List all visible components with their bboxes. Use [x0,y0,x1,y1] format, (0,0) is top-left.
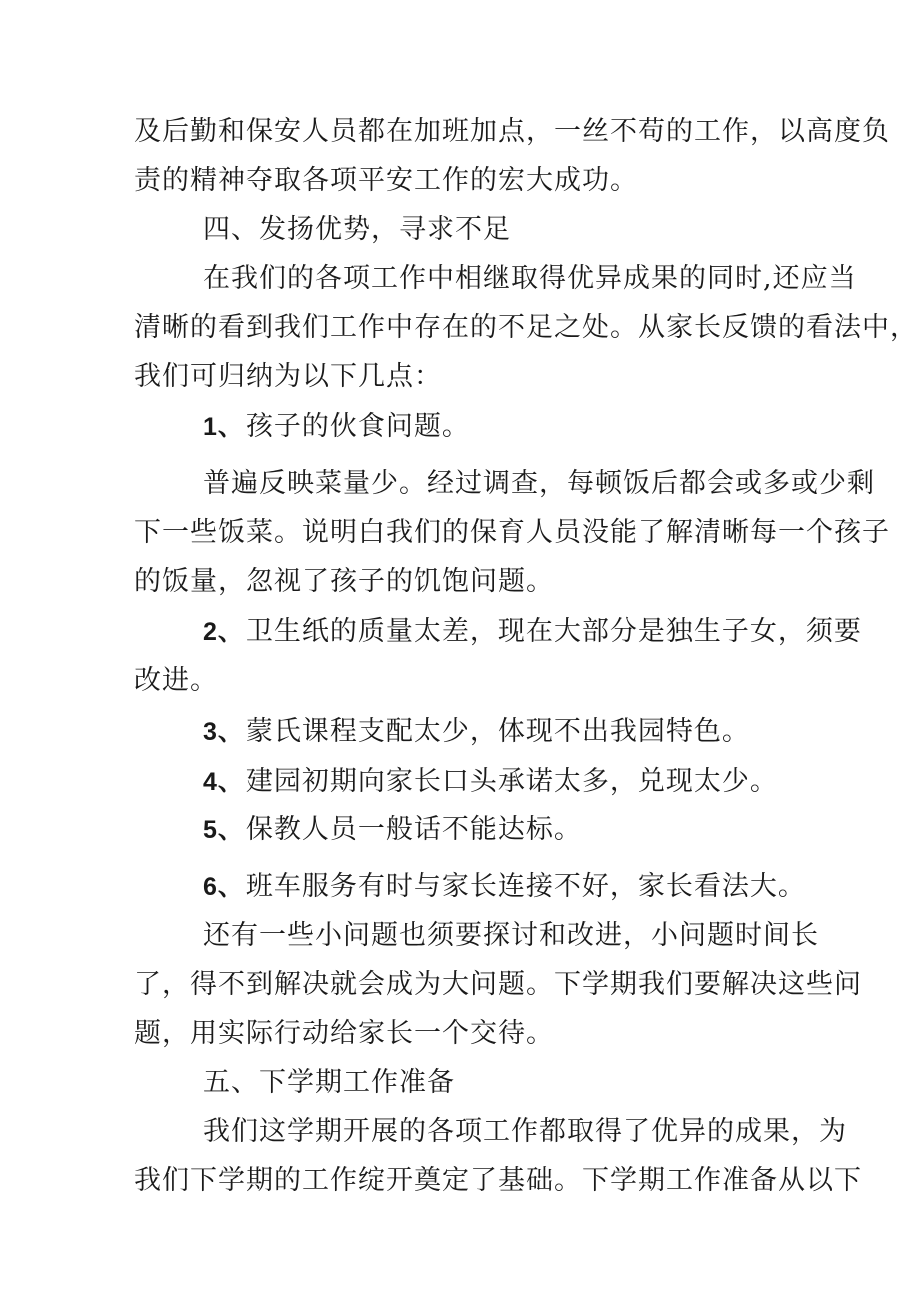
list-item-text: 蒙氏课程支配太少，体现不出我园特色。 [245,716,750,747]
list-number: 1、 [203,413,244,441]
list-number: 5、 [203,816,244,844]
list-item-text: 卫生纸的质量太差，现在大部分是独生子女，须要 [245,616,862,647]
list-number: 6、 [203,873,244,901]
paragraph-line: 我们这学期开展的各项工作都取得了优异的成果，为 [203,1116,847,1147]
list-item-text: 孩子的伙食问题。 [245,411,470,442]
paragraph-line: 责的精神夺取各项平安工作的宏大成功。 [134,165,638,196]
list-item-5 [203,812,582,848]
list-item-text: 建园初期向家长口头承诺太多，兑现太少。 [245,766,778,797]
list-item-6 [203,869,806,905]
paragraph-line: 我们下学期的工作绽开奠定了基础。下学期工作准备从以下 [134,1165,862,1196]
list-item-1 [203,409,470,445]
paragraph-line: 我们可归纳为以下几点： [134,361,442,392]
list-item-text: 保教人员一般话不能达标。 [245,814,582,845]
list-item-2 [203,614,862,650]
paragraph-line: 普遍反映菜量少。经过调查，每顿饭后都会或多或少剩 [203,468,875,499]
paragraph-line: 及后勤和保安人员都在加班加点，一丝不苟的工作，以高度负 [134,116,890,147]
paragraph-line: 了，得不到解决就会成为大问题。下学期我们要解决这些问 [134,969,862,1000]
paragraph-line: 下一些饭菜。说明白我们的保育人员没能了解清晰每一个孩子 [134,517,890,548]
list-item-4 [203,764,778,800]
paragraph-line: 清晰的看到我们工作中存在的不足之处。从家长反馈的看法中， [134,312,918,343]
section-heading-five: 五、下学期工作准备 [203,1067,455,1098]
list-item-text: 班车服务有时与家长连接不好，家长看法大。 [245,871,806,902]
paragraph-line: 改进。 [134,665,218,696]
paragraph-line: 还有一些小问题也须要探讨和改进，小问题时间长 [203,920,819,951]
list-number: 4、 [203,768,244,796]
list-number: 2、 [203,618,244,646]
list-item-3 [203,714,750,750]
paragraph-line: 在我们的各项工作中相继取得优异成果的同时,还应当 [203,263,857,294]
section-heading-four: 四、发扬优势，寻求不足 [203,214,511,245]
list-number: 3、 [203,718,244,746]
paragraph-line: 的饭量，忽视了孩子的饥饱问题。 [134,566,554,597]
paragraph-line: 题，用实际行动给家长一个交待。 [134,1018,554,1049]
